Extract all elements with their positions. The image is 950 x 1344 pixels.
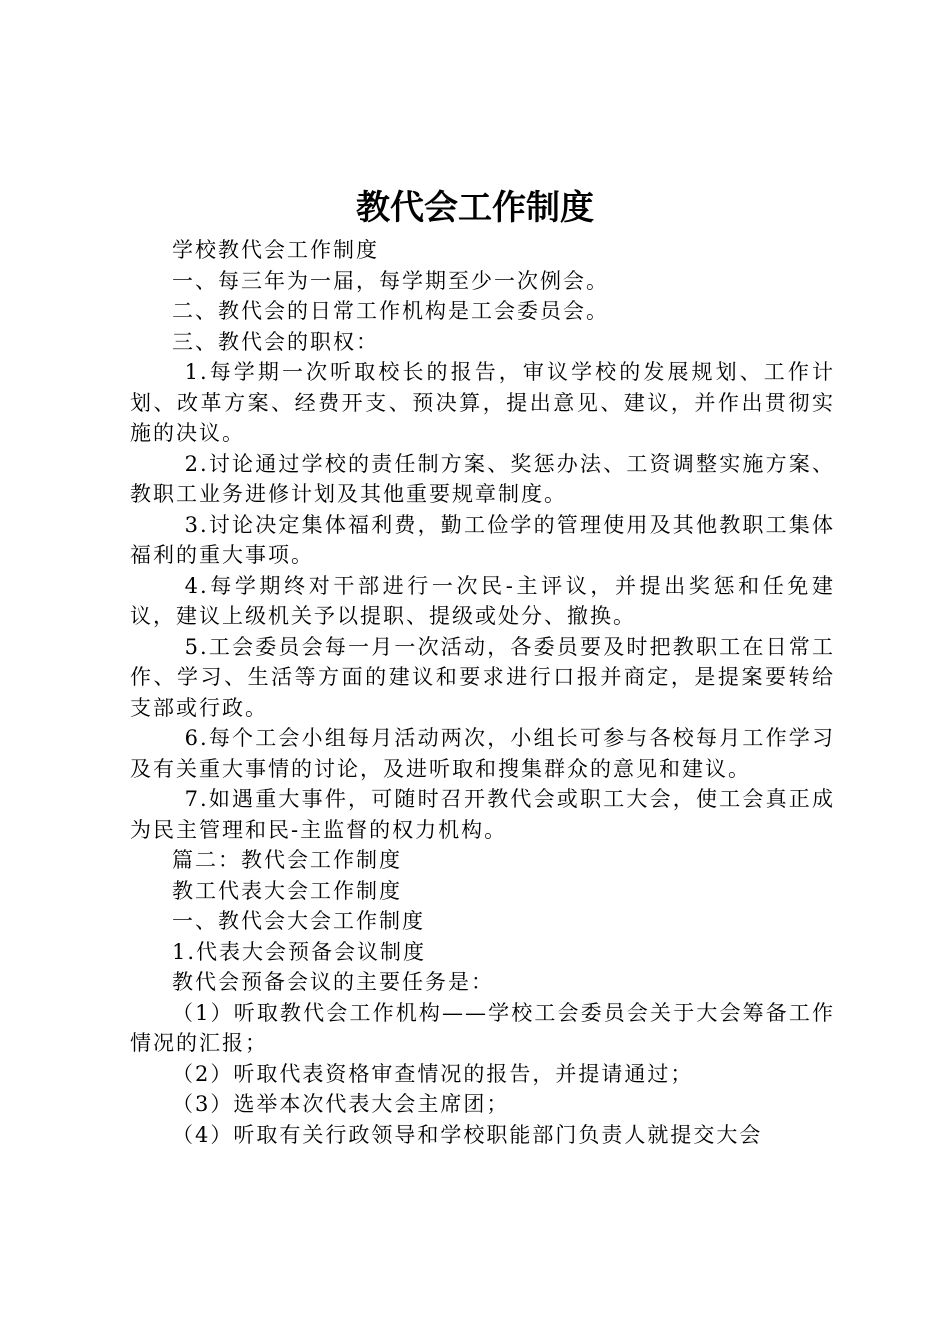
paragraph-system-heading: 一、教代会大会工作制度: [172, 909, 425, 933]
paragraph-item-1: 一、每三年为一届，每学期至少一次例会。: [172, 268, 609, 293]
paragraph-prep-heading: 1.代表大会预备会议制度: [172, 939, 427, 964]
document-title: 教代会工作制度: [356, 188, 594, 228]
paragraph-power-1: 1.每学期一次听取校长的报告，审议学校的发展规划、工作计划、改革方案、经费开支、预决算，提出意见、建议，并作出贯彻实施的决议。: [130, 360, 835, 445]
paragraph-task-2: （2）听取代表资格审查情况的报告，并提请通过；: [172, 1061, 694, 1086]
paragraph-power-3: 3.讨论决定集体福利费，勤工俭学的管理使用及其他教职工集体福利的重大事项。: [130, 512, 835, 567]
paragraph-item-3: 三、教代会的职权：: [172, 329, 379, 354]
paragraph-section-heading: 教工代表大会工作制度: [172, 878, 402, 903]
paragraph-subtitle: 学校教代会工作制度: [172, 238, 379, 262]
document-body: [130, 235, 835, 1150]
paragraph-power-6: 6.每个工会小组每月活动两次，小组长可参与各校每月工作学习及有关重大事情的讨论，及进听取和搜集群众的意见和建议。: [130, 726, 835, 781]
paragraph-section-two: 篇二：教代会工作制度: [172, 848, 402, 872]
paragraph-prep-tasks: 教代会预备会议的主要任务是：: [172, 970, 494, 994]
paragraph-power-7: 7.如遇重大事件，可随时召开教代会或职工大会，使工会真正成为民主管理和民-主监督的权力机构。: [130, 787, 835, 842]
paragraph-task-1: （1）听取教代会工作机构——学校工会委员会关于大会筹备工作情况的汇报；: [130, 1000, 835, 1055]
paragraph-power-2: 2.讨论通过学校的责任制方案、奖惩办法、工资调整实施方案、教职工业务进修计划及其他重要规章制度。: [130, 451, 835, 506]
paragraph-item-2: 二、教代会的日常工作机构是工会委员会。: [172, 299, 609, 323]
paragraph-task-3: （3）选举本次代表大会主席团；: [172, 1092, 510, 1116]
paragraph-power-5: 5.工会委员会每一月一次活动，各委员要及时把教职工在日常工作、学习、生活等方面的建议和要求进行口报并商定，是提案要转给支部或行政。: [130, 634, 835, 720]
paragraph-task-4: （4）听取有关行政领导和学校职能部门负责人就提交大会: [172, 1122, 763, 1147]
paragraph-power-4: 4.每学期终对干部进行一次民-主评议，并提出奖惩和任免建议，建议上级机关予以提职、提级或处分、撤换。: [130, 573, 835, 628]
